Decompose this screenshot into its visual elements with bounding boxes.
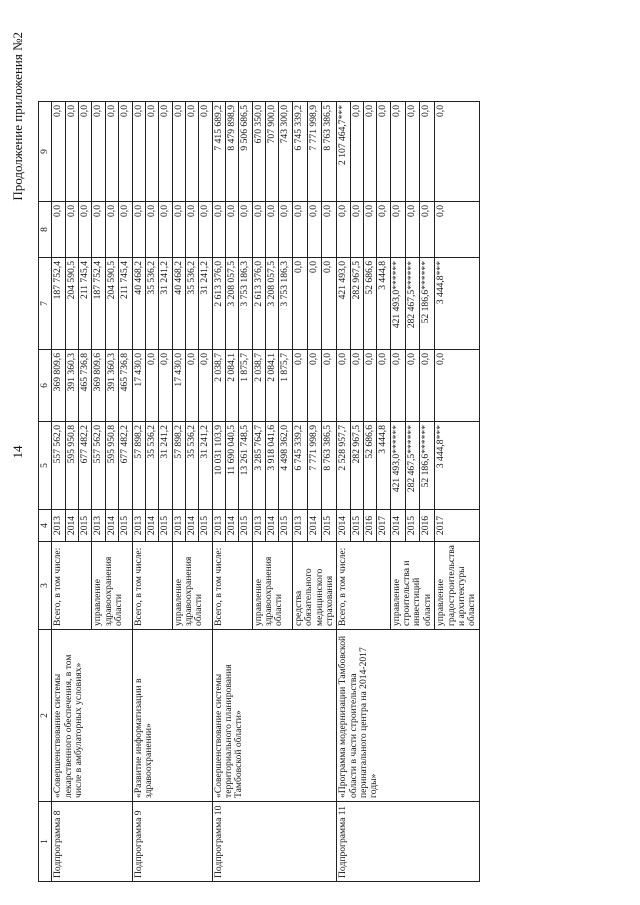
year-cell: 2014: [145, 510, 158, 542]
amount-cell: 3 208 057,5: [266, 258, 279, 350]
amount-cell: 677 482,2: [79, 422, 92, 510]
amount-cell: 0,0: [292, 350, 307, 422]
header-cell: 7: [39, 258, 52, 350]
amount-cell: 9 506 686,5: [239, 102, 252, 202]
amount-cell: 2 084,1: [226, 350, 239, 422]
amount-cell: 0,0: [159, 202, 172, 258]
year-cell: 2015: [350, 510, 363, 542]
executor-cell: Всего, в том числе:: [52, 542, 92, 630]
amount-cell: 0,0: [105, 102, 118, 202]
table-row: [132, 102, 145, 882]
amount-cell: 0,0: [292, 202, 307, 258]
year-cell: 2013: [92, 510, 105, 542]
amount-cell: 282 467,5******: [405, 258, 420, 350]
amount-cell: 0,0: [132, 202, 145, 258]
rotated-content: [10, 2, 630, 902]
amount-cell: 0,0: [185, 350, 198, 422]
year-cell: 2014: [185, 510, 198, 542]
amount-cell: 52 686,6: [363, 422, 376, 510]
amount-cell: 0,0: [266, 202, 279, 258]
amount-cell: 8 763 386,5: [322, 422, 337, 510]
year-cell: 2013: [252, 510, 265, 542]
amount-cell: 204 590,5: [65, 258, 78, 350]
amount-cell: 0,0: [92, 202, 105, 258]
amount-cell: 35 536,2: [145, 258, 158, 350]
amount-cell: 6 745 339,2: [292, 102, 307, 202]
year-cell: 2016: [363, 510, 376, 542]
amount-cell: 465 736,8: [79, 350, 92, 422]
amount-cell: 0,0: [172, 102, 185, 202]
header-cell: 9: [39, 102, 52, 202]
amount-cell: 0,0: [405, 102, 420, 202]
amount-cell: 0,0: [390, 102, 405, 202]
amount-cell: 13 261 748,5: [239, 422, 252, 510]
year-cell: 2014: [226, 510, 239, 542]
page-number: 14: [10, 445, 25, 459]
amount-cell: 3 753 186,3: [239, 258, 252, 350]
amount-cell: 31 241,2: [199, 258, 212, 350]
amount-cell: 0,0: [52, 102, 65, 202]
amount-cell: 0,0: [377, 202, 390, 258]
header-row: [39, 102, 52, 882]
executor-cell: управление здравоохранения области: [172, 542, 212, 630]
amount-cell: 0,0: [145, 202, 158, 258]
amount-cell: 677 482,2: [119, 422, 132, 510]
amount-cell: 3 444,8: [377, 258, 390, 350]
amount-cell: 557 562,0: [52, 422, 65, 510]
amount-cell: 670 350,0: [252, 102, 265, 202]
amount-cell: 52 186,6******: [420, 422, 435, 510]
amount-cell: 31 241,2: [159, 422, 172, 510]
amount-cell: 0,0: [199, 350, 212, 422]
amount-cell: 40 468,2: [132, 258, 145, 350]
amount-cell: 2 613 376,0: [212, 258, 225, 350]
amount-cell: 0,0: [377, 350, 390, 422]
amount-cell: 17 430,0: [132, 350, 145, 422]
amount-cell: 0,0: [65, 102, 78, 202]
amount-cell: 0,0: [159, 102, 172, 202]
amount-cell: 0,0: [79, 102, 92, 202]
amount-cell: 557 562,0: [92, 422, 105, 510]
amount-cell: 3 285 764,7: [252, 422, 265, 510]
amount-cell: 204 590,5: [105, 258, 118, 350]
year-cell: 2015: [322, 510, 337, 542]
amount-cell: 2 613 376,0: [252, 258, 265, 350]
header-cell: 3: [39, 542, 52, 630]
header-cell: 8: [39, 202, 52, 258]
amount-cell: 421 493,0: [337, 258, 350, 350]
amount-cell: 0,0: [377, 102, 390, 202]
amount-cell: 2 038,7: [212, 350, 225, 422]
amount-cell: 595 950,8: [105, 422, 118, 510]
amount-cell: 4 498 362,0: [279, 422, 292, 510]
amount-cell: 0,0: [322, 350, 337, 422]
amount-cell: 52 186,6******: [420, 258, 435, 350]
amount-cell: 187 752,4: [92, 258, 105, 350]
amount-cell: 0,0: [435, 102, 479, 202]
amount-cell: 11 690 040,5: [226, 422, 239, 510]
header-cell: 4: [39, 510, 52, 542]
amount-cell: 7 771 998,9: [307, 422, 322, 510]
year-cell: 2015: [159, 510, 172, 542]
amount-cell: 0,0: [279, 202, 292, 258]
table-row: [337, 102, 350, 882]
executor-cell: Всего, в том числе:: [337, 542, 390, 630]
amount-cell: 1 875,7: [239, 350, 252, 422]
executor-cell: управление здравоохранения области: [92, 542, 132, 630]
amount-cell: 0,0: [350, 202, 363, 258]
amount-cell: 17 430,0: [172, 350, 185, 422]
amount-cell: 52 686,6: [363, 258, 376, 350]
amount-cell: 0,0: [337, 350, 350, 422]
amount-cell: 3 208 057,5: [226, 258, 239, 350]
amount-cell: 369 809,6: [52, 350, 65, 422]
amount-cell: 187 752,4: [52, 258, 65, 350]
amount-cell: 0,0: [307, 258, 322, 350]
amount-cell: 282 967,5: [350, 258, 363, 350]
amount-cell: 0,0: [92, 102, 105, 202]
header-cell: 6: [39, 350, 52, 422]
amount-cell: 0,0: [252, 202, 265, 258]
amount-cell: 0,0: [322, 258, 337, 350]
subprogram-name-cell: «Развитие информатизации в здравоохранении»: [132, 630, 212, 802]
amount-cell: 421 493,0******: [390, 258, 405, 350]
amount-cell: 0,0: [363, 102, 376, 202]
table-body: [52, 102, 479, 882]
amount-cell: 0,0: [420, 350, 435, 422]
amount-cell: 391 360,3: [65, 350, 78, 422]
year-cell: 2015: [199, 510, 212, 542]
subprogram-id-cell: Подпрограмма 11: [337, 802, 479, 882]
header-cell: 2: [39, 630, 52, 802]
subprogram-id-cell: Подпрограмма 8: [52, 802, 132, 882]
executor-cell: управление градостроительства и архитектуры области: [435, 542, 479, 630]
amount-cell: 8 479 898,9: [226, 102, 239, 202]
year-cell: 2014: [105, 510, 118, 542]
amount-cell: 0,0: [79, 202, 92, 258]
amount-cell: 7 415 689,2: [212, 102, 225, 202]
year-cell: 2015: [79, 510, 92, 542]
amount-cell: 0,0: [390, 202, 405, 258]
amount-cell: 2 084,1: [266, 350, 279, 422]
amount-cell: 35 536,2: [145, 422, 158, 510]
amount-cell: 6 745 339,2: [292, 422, 307, 510]
amount-cell: 391 360,3: [105, 350, 118, 422]
subprogram-id-cell: Подпрограмма 10: [212, 802, 337, 882]
amount-cell: 0,0: [145, 102, 158, 202]
executor-cell: управление здравоохранения области: [252, 542, 292, 630]
subprogram-name-cell: «Совершенствование системы лекарственного обеспечения, в том числе в амбулаторных условиях»: [52, 630, 132, 802]
year-cell: 2015: [405, 510, 420, 542]
amount-cell: 0,0: [226, 202, 239, 258]
amount-cell: 465 736,8: [119, 350, 132, 422]
year-cell: 2015: [119, 510, 132, 542]
amount-cell: 0,0: [172, 202, 185, 258]
year-cell: 2013: [52, 510, 65, 542]
amount-cell: 421 493,0******: [390, 422, 405, 510]
year-cell: 2013: [292, 510, 307, 542]
amount-cell: 0,0: [350, 350, 363, 422]
amount-cell: 0,0: [119, 202, 132, 258]
amount-cell: 0,0: [363, 202, 376, 258]
year-cell: 2013: [132, 510, 145, 542]
amount-cell: 0,0: [185, 202, 198, 258]
amount-cell: 2 038,7: [252, 350, 265, 422]
year-cell: 2017: [377, 510, 390, 542]
amount-cell: 282 967,5: [350, 422, 363, 510]
subprogram-id-cell: Подпрограмма 9: [132, 802, 212, 882]
subprogram-name-cell: «Программа модернизации Тамбовской области в части строительства перинатального центра на 2014-2017 годы»: [337, 630, 479, 802]
year-cell: 2014: [65, 510, 78, 542]
amount-cell: 0,0: [132, 102, 145, 202]
executor-cell: Всего, в том числе:: [212, 542, 252, 630]
year-cell: 2014: [337, 510, 350, 542]
year-cell: 2014: [307, 510, 322, 542]
amount-cell: 0,0: [145, 350, 158, 422]
amount-cell: 0,0: [390, 350, 405, 422]
amount-cell: 0,0: [405, 350, 420, 422]
amount-cell: 0,0: [435, 350, 479, 422]
amount-cell: 0,0: [307, 202, 322, 258]
amount-cell: 595 950,8: [65, 422, 78, 510]
year-cell: 2017: [435, 510, 479, 542]
amount-cell: 0,0: [159, 350, 172, 422]
amount-cell: 3 444,8***: [435, 258, 479, 350]
amount-cell: 282 467,5******: [405, 422, 420, 510]
year-cell: 2013: [212, 510, 225, 542]
header-cell: 1: [39, 802, 52, 882]
amount-cell: 35 536,2: [185, 422, 198, 510]
executor-cell: средства обязательного медицинского страхования: [292, 542, 336, 630]
amount-cell: 0,0: [337, 202, 350, 258]
amount-cell: 0,0: [405, 202, 420, 258]
amount-cell: 0,0: [420, 102, 435, 202]
amount-cell: 211 745,4: [79, 258, 92, 350]
amount-cell: 7 771 998,9: [307, 102, 322, 202]
executor-cell: Всего, в том числе:: [132, 542, 172, 630]
amount-cell: 10 031 103,9: [212, 422, 225, 510]
amount-cell: 0,0: [65, 202, 78, 258]
amount-cell: 57 898,2: [132, 422, 145, 510]
amount-cell: 3 444,8: [377, 422, 390, 510]
amount-cell: 0,0: [420, 202, 435, 258]
amount-cell: 3 753 186,3: [279, 258, 292, 350]
table-row: [212, 102, 225, 882]
amount-cell: 0,0: [350, 102, 363, 202]
amount-cell: 743 300,0: [279, 102, 292, 202]
amount-cell: 3 918 041,6: [266, 422, 279, 510]
amount-cell: 0,0: [212, 202, 225, 258]
year-cell: 2014: [266, 510, 279, 542]
amount-cell: 0,0: [435, 202, 479, 258]
amount-cell: 31 241,2: [159, 258, 172, 350]
amount-cell: 0,0: [322, 202, 337, 258]
continuation-label: Продолжение приложения №2: [10, 32, 25, 201]
amount-cell: 8 763 386,5: [322, 102, 337, 202]
amount-cell: 0,0: [199, 202, 212, 258]
amount-cell: 0,0: [292, 258, 307, 350]
year-cell: 2016: [420, 510, 435, 542]
amount-cell: 2 528 957,7: [337, 422, 350, 510]
amount-cell: 0,0: [119, 102, 132, 202]
amount-cell: 707 900,0: [266, 102, 279, 202]
year-cell: 2014: [390, 510, 405, 542]
amount-cell: 0,0: [307, 350, 322, 422]
year-cell: 2015: [239, 510, 252, 542]
year-cell: 2015: [279, 510, 292, 542]
amount-cell: 0,0: [105, 202, 118, 258]
amount-cell: 3 444,8***: [435, 422, 479, 510]
amount-cell: 369 809,6: [92, 350, 105, 422]
amount-cell: 35 536,2: [185, 258, 198, 350]
header-cell: 5: [39, 422, 52, 510]
budget-table: [38, 101, 480, 882]
executor-cell: управление строительства и инвестиций области: [390, 542, 434, 630]
amount-cell: 0,0: [185, 102, 198, 202]
amount-cell: 57 898,2: [172, 422, 185, 510]
amount-cell: 0,0: [363, 350, 376, 422]
amount-cell: 211 745,4: [119, 258, 132, 350]
amount-cell: 40 468,2: [172, 258, 185, 350]
amount-cell: 31 241,2: [199, 422, 212, 510]
subprogram-name-cell: «Совершенствование системы территориального планирования Тамбовской области»: [212, 630, 337, 802]
amount-cell: 2 107 464,7***: [337, 102, 350, 202]
amount-cell: 0,0: [199, 102, 212, 202]
year-cell: 2013: [172, 510, 185, 542]
table-row: [52, 102, 65, 882]
amount-cell: 0,0: [52, 202, 65, 258]
amount-cell: 1 875,7: [279, 350, 292, 422]
amount-cell: 0,0: [239, 202, 252, 258]
